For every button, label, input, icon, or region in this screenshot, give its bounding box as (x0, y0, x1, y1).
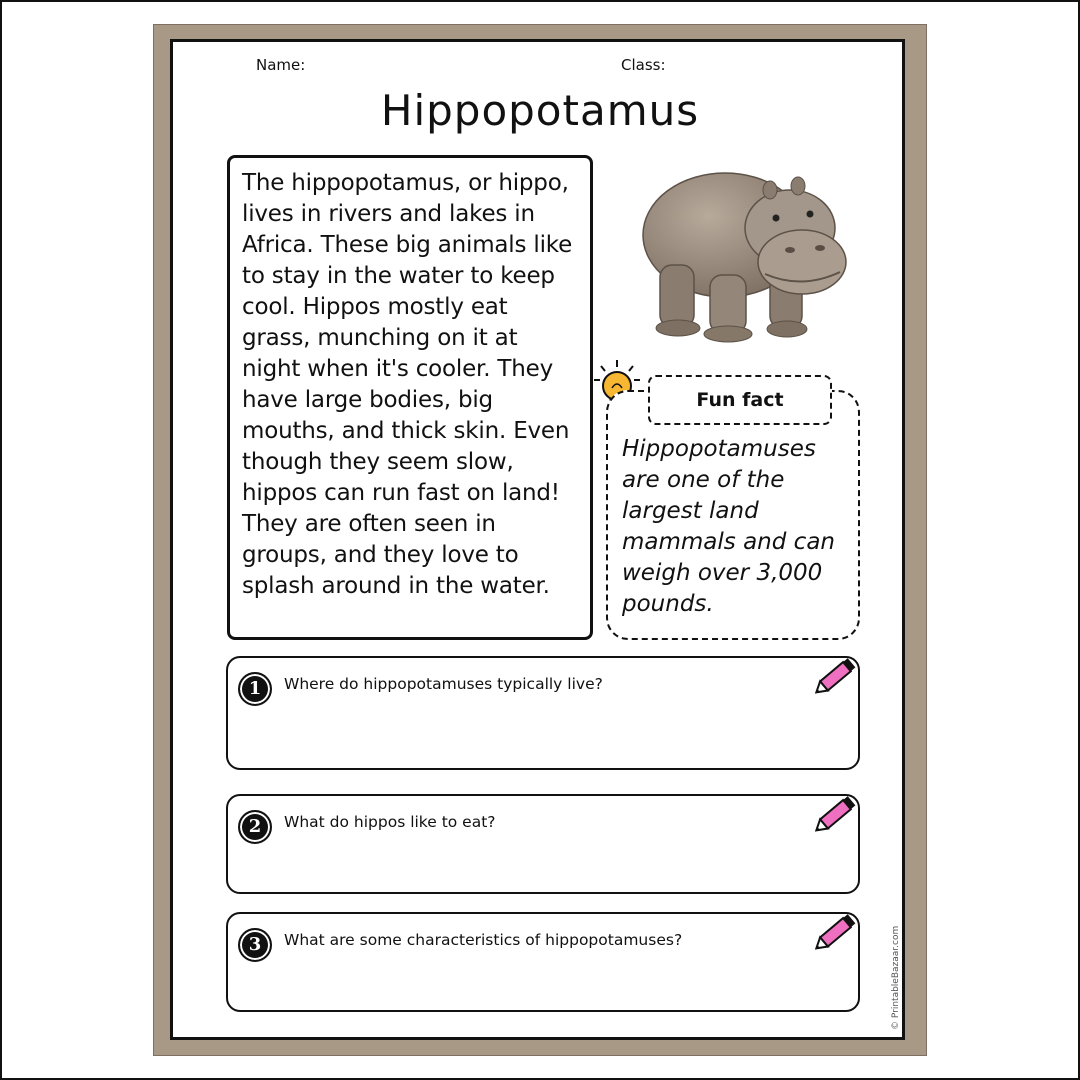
pencil-icon (812, 788, 862, 838)
fun-fact-box (606, 390, 860, 640)
page-title: Hippopotamus (380, 86, 700, 135)
hippo-illustration (630, 150, 850, 350)
question-number-badge: 3 (238, 928, 272, 962)
pencil-icon (812, 906, 862, 956)
question-number-badge: 2 (238, 810, 272, 844)
fun-fact-heading: Fun fact (648, 375, 832, 425)
reading-passage-box (227, 155, 593, 640)
copyright-text: © PrintableBazaar.com (891, 925, 901, 1030)
question-text: Where do hippopotamuses typically live? (284, 675, 603, 693)
reading-passage: The hippopotamus, or hippo, lives in rivers and lakes in Africa. These big animals like to stay in the water to keep cool. Hippos mostly eat grass, munching on it at night when it's cooler. They have large bodies, big mouths, and thick skin. Even though they seem slow, hippos can run fast on land! They are often seen in groups, and they love to splash around in the water. (242, 170, 573, 599)
question-2-answer-box[interactable] (226, 794, 860, 894)
class-label: Class: (621, 56, 666, 74)
question-3-answer-box[interactable] (226, 912, 860, 1012)
question-text: What are some characteristics of hippopotamuses? (284, 931, 683, 949)
name-label: Name: (256, 56, 306, 74)
pencil-icon (812, 650, 862, 700)
question-1-answer-box[interactable] (226, 656, 860, 770)
question-text: What do hippos like to eat? (284, 813, 496, 831)
fun-fact-text: Hippopotamuses are one of the largest land mammals and can weigh over 3,000 pounds. (622, 436, 835, 617)
question-number-badge: 1 (238, 672, 272, 706)
